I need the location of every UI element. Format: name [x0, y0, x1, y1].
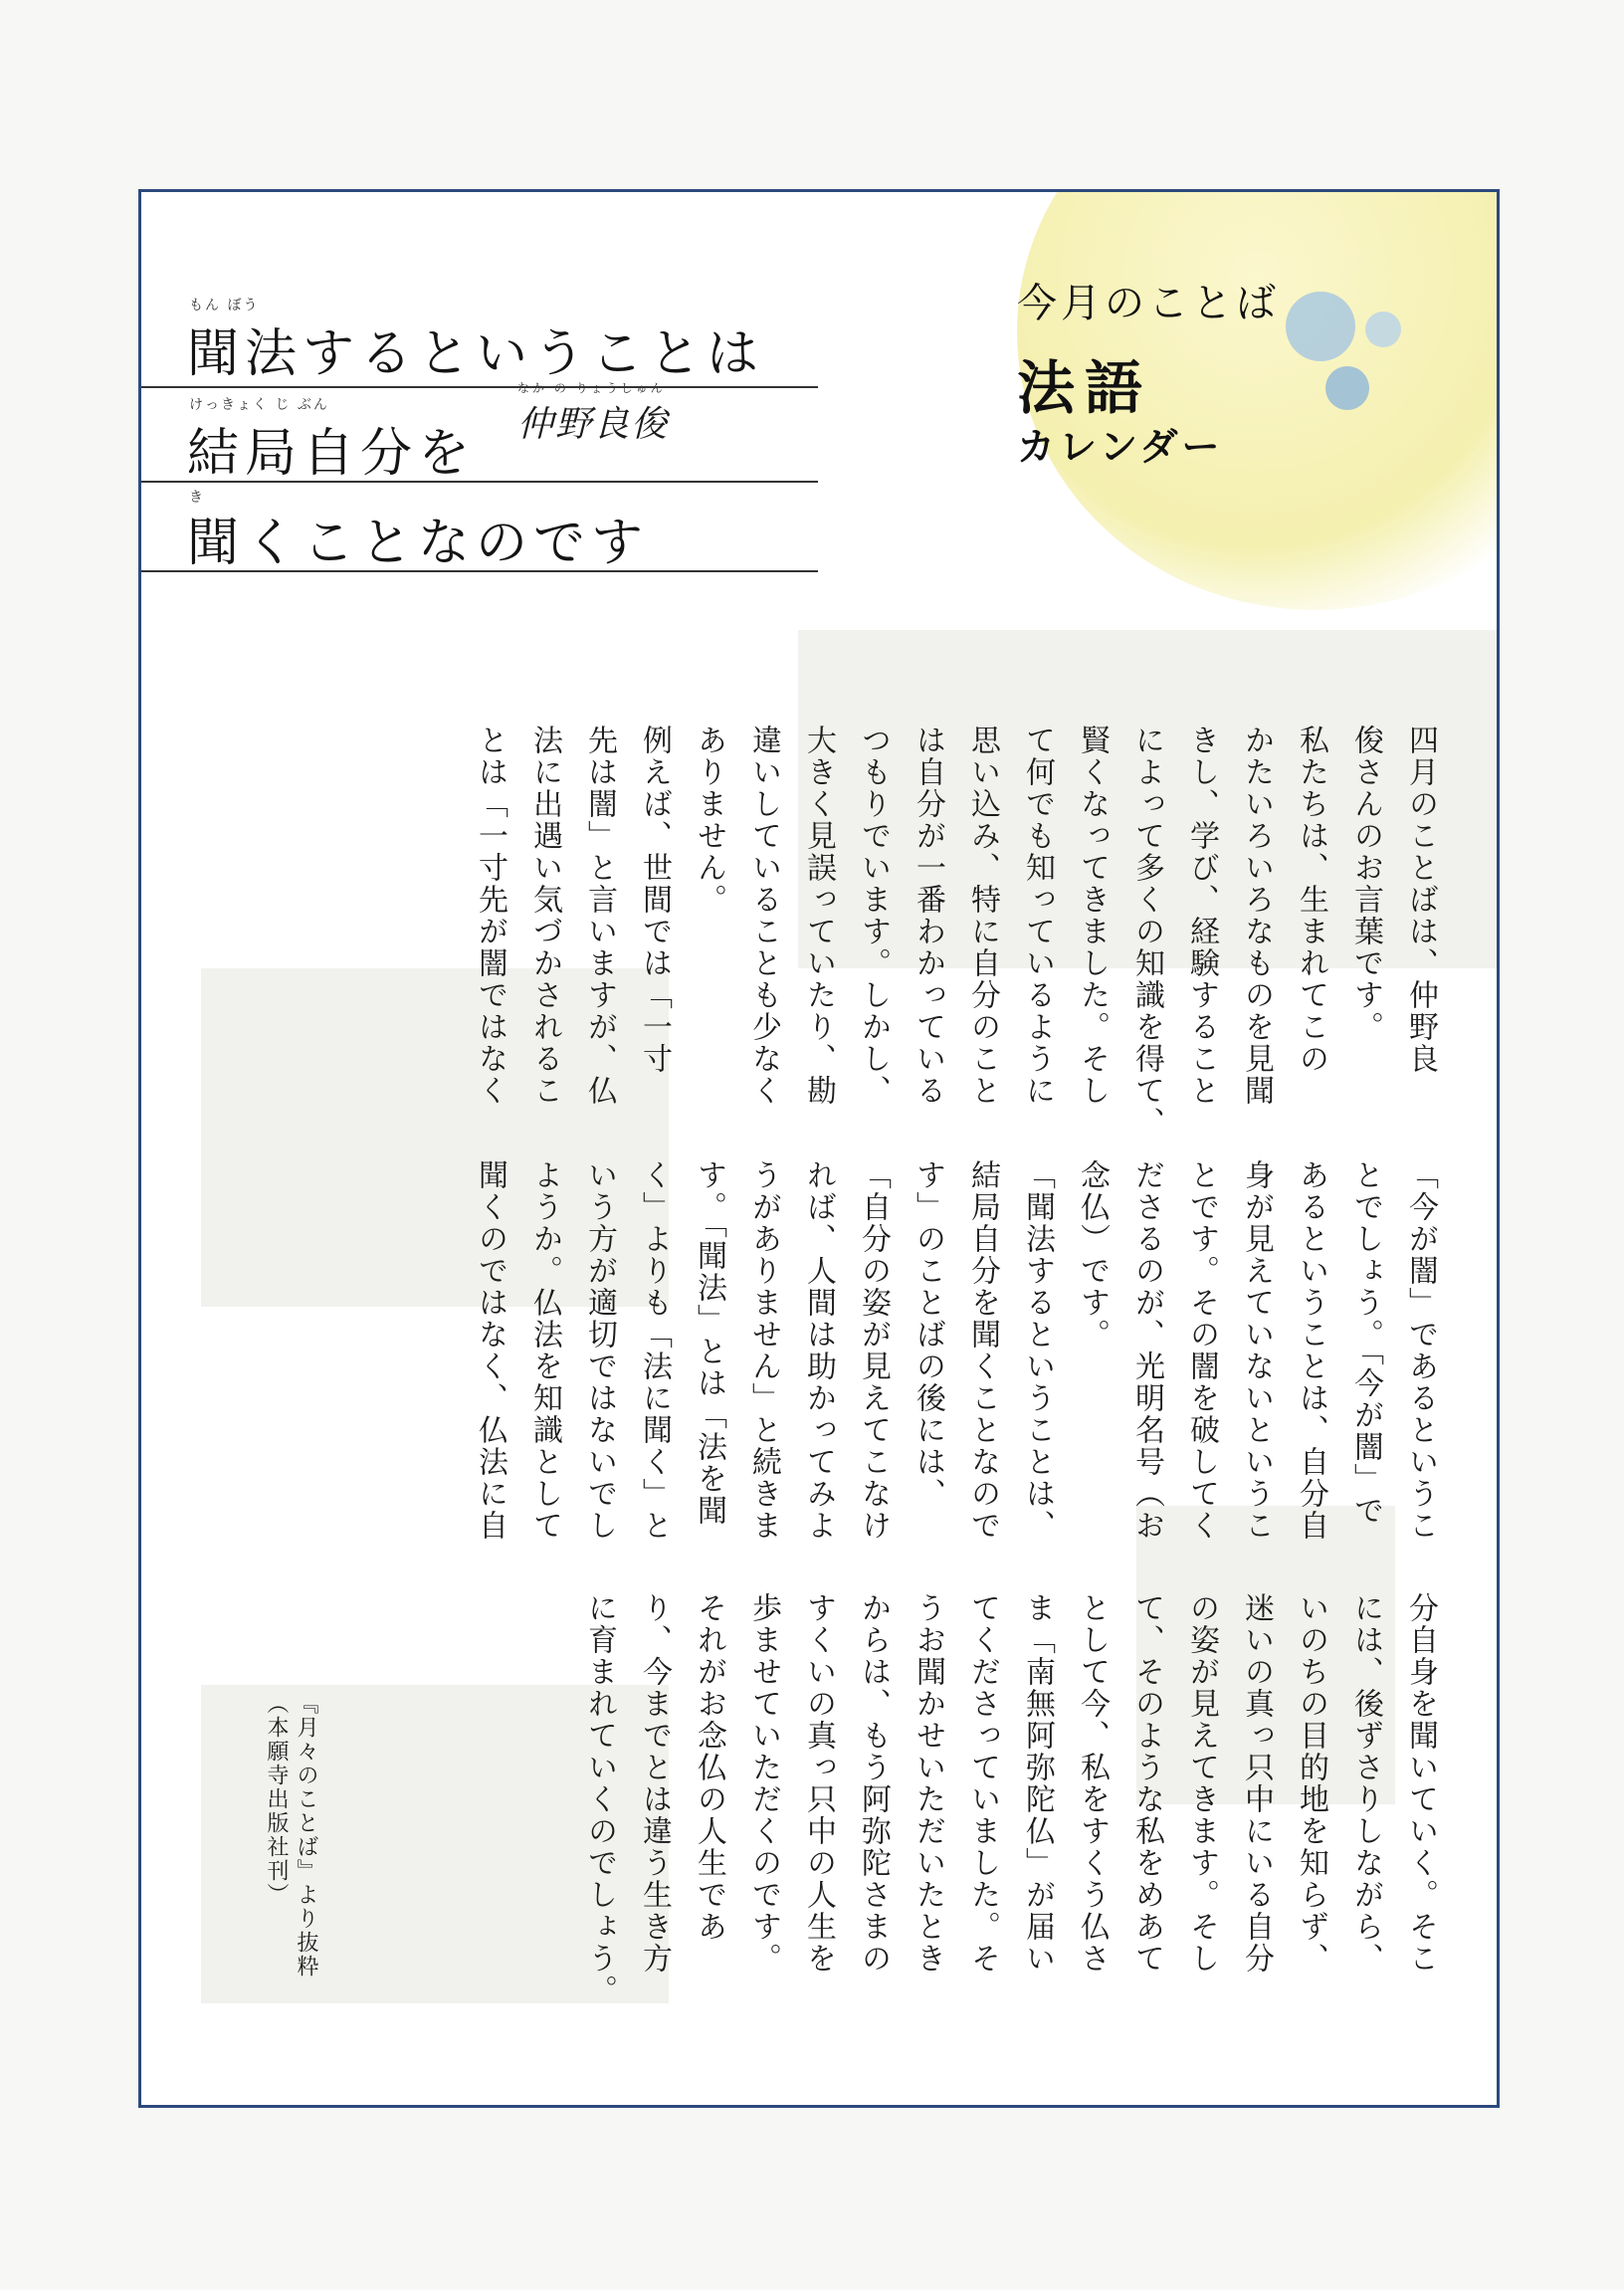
decorative-dot — [1365, 312, 1401, 347]
body-column: 身が見えていないというこ — [1239, 1159, 1274, 1542]
body-column: 聞くのではなく、仏法に自 — [473, 1159, 508, 1542]
body-column: す。「聞法」とは「法を聞 — [692, 1159, 726, 1527]
body-column: きし、学び、経験すること — [1184, 725, 1219, 1107]
phrase-rule — [141, 481, 818, 483]
phrase-ruby: けっきょく じ ぶん — [189, 397, 329, 413]
body-column: あるということは、自分自 — [1294, 1159, 1328, 1542]
body-column: 四月のことばは、仲野良 — [1403, 725, 1438, 1075]
body-column: ようか。仏法を知識として — [527, 1159, 562, 1542]
body-column: は自分が一番わかっている — [911, 725, 945, 1107]
source-citation — [261, 1692, 320, 2010]
author-name: 仲野良俊 — [517, 404, 670, 445]
body-column: とは「一寸先が闇ではなく — [473, 725, 508, 1107]
header-title: 法語 — [1017, 354, 1153, 422]
decorative-dot — [1325, 366, 1369, 410]
author-ruby: なか の りょうしゅん — [517, 381, 666, 395]
body-column: 分自身を聞いていく。そこ — [1403, 1592, 1438, 1975]
body-column: には、後ずさりしながら、 — [1348, 1592, 1383, 1975]
body-column: てくださっていました。そ — [965, 1592, 1000, 1975]
body-column: かたいろいろなものを見聞 — [1239, 725, 1274, 1107]
header-subtitle: カレンダー — [1017, 425, 1224, 469]
body-block-middle — [463, 1159, 1448, 1597]
body-column: 賢くなってきました。そし — [1075, 725, 1110, 1107]
body-column: ありません。 — [692, 725, 726, 916]
header-heading: 今月のことば — [1017, 281, 1280, 326]
body-column: り、今までとは違う生き方 — [637, 1592, 672, 1975]
body-column: く」よりも「法に聞く」と — [637, 1159, 672, 1542]
body-column: 結局自分を聞くことなので — [965, 1159, 1000, 1542]
source-line2: （本願寺出版社刊） — [264, 1692, 289, 1907]
body-column: からは、もう阿弥陀さまの — [856, 1592, 891, 1975]
body-column: 念仏）です。 — [1075, 1159, 1110, 1351]
body-column: 「自分の姿が見えてこなけ — [856, 1159, 891, 1542]
phrase-ruby: もん ぼう — [189, 298, 260, 313]
body-block-top — [463, 725, 1448, 1162]
body-column: 歩ませていただくのです。 — [746, 1592, 781, 1975]
body-column: ださるのが、光明名号（お — [1129, 1159, 1164, 1542]
phrase-line: 聞くことなのです — [187, 514, 650, 573]
source-line1: 『月々のことば』より抜粋 — [294, 1692, 318, 1978]
body-column: て、そのような私をめあて — [1129, 1592, 1164, 1975]
body-column: 違いしていることも少なく — [746, 725, 781, 1107]
body-column: す」のことばの後には、 — [911, 1159, 945, 1510]
body-column: とです。その闇を破してく — [1184, 1159, 1219, 1542]
decorative-dot — [1286, 292, 1355, 361]
body-column: いのちの目的地を知らず、 — [1294, 1592, 1328, 1975]
body-column: 法に出遇い気づかされるこ — [527, 725, 562, 1107]
body-column: うお聞かせいただいたとき — [911, 1592, 945, 1975]
body-column: れば、人間は助かってみよ — [801, 1159, 836, 1542]
body-column: の姿が見えてきます。そし — [1184, 1592, 1219, 1975]
body-column: に育まれていくのでしょう。 — [582, 1592, 617, 2006]
body-column: て何でも知っているように — [1020, 725, 1055, 1107]
phrase-ruby: き — [189, 490, 205, 506]
body-column: いう方が適切ではないでし — [582, 1159, 617, 1542]
body-block-bottom — [572, 1592, 1448, 2030]
body-column: 迷いの真っ只中にいる自分 — [1239, 1592, 1274, 1975]
phrase-line: 聞法するということは — [187, 324, 765, 384]
body-column: うがありません」と続きま — [746, 1159, 781, 1542]
body-column: 大きく見誤っていたり、勘 — [801, 725, 836, 1107]
body-column: によって多くの知識を得て、 — [1129, 725, 1164, 1139]
phrase-rule — [141, 570, 818, 572]
body-column: つもりでいます。しかし、 — [856, 725, 891, 1107]
body-column: 私たちは、生まれてこの — [1294, 725, 1328, 1075]
body-column: とでしょう。「今が闇」で — [1348, 1159, 1383, 1527]
body-column: 「今が闇」であるというこ — [1403, 1159, 1438, 1542]
body-column: それがお念仏の人生であ — [692, 1592, 726, 1943]
body-column: 思い込み、特に自分のこと — [965, 725, 1000, 1107]
body-column: すくいの真っ只中の人生を — [801, 1592, 836, 1975]
phrase-line: 結局自分を — [187, 424, 477, 484]
body-column: として今、私をすくう仏さ — [1075, 1592, 1110, 1975]
body-column: 俊さんのお言葉です。 — [1348, 725, 1383, 1043]
body-column: 先は闇」と言いますが、仏 — [582, 725, 617, 1107]
body-column: 例えば、世間では「一寸 — [637, 725, 672, 1075]
phrase-rule — [141, 386, 818, 388]
body-column: ま「南無阿弥陀仏」が届い — [1020, 1592, 1055, 1975]
body-column: 「聞法するということは、 — [1020, 1159, 1055, 1542]
